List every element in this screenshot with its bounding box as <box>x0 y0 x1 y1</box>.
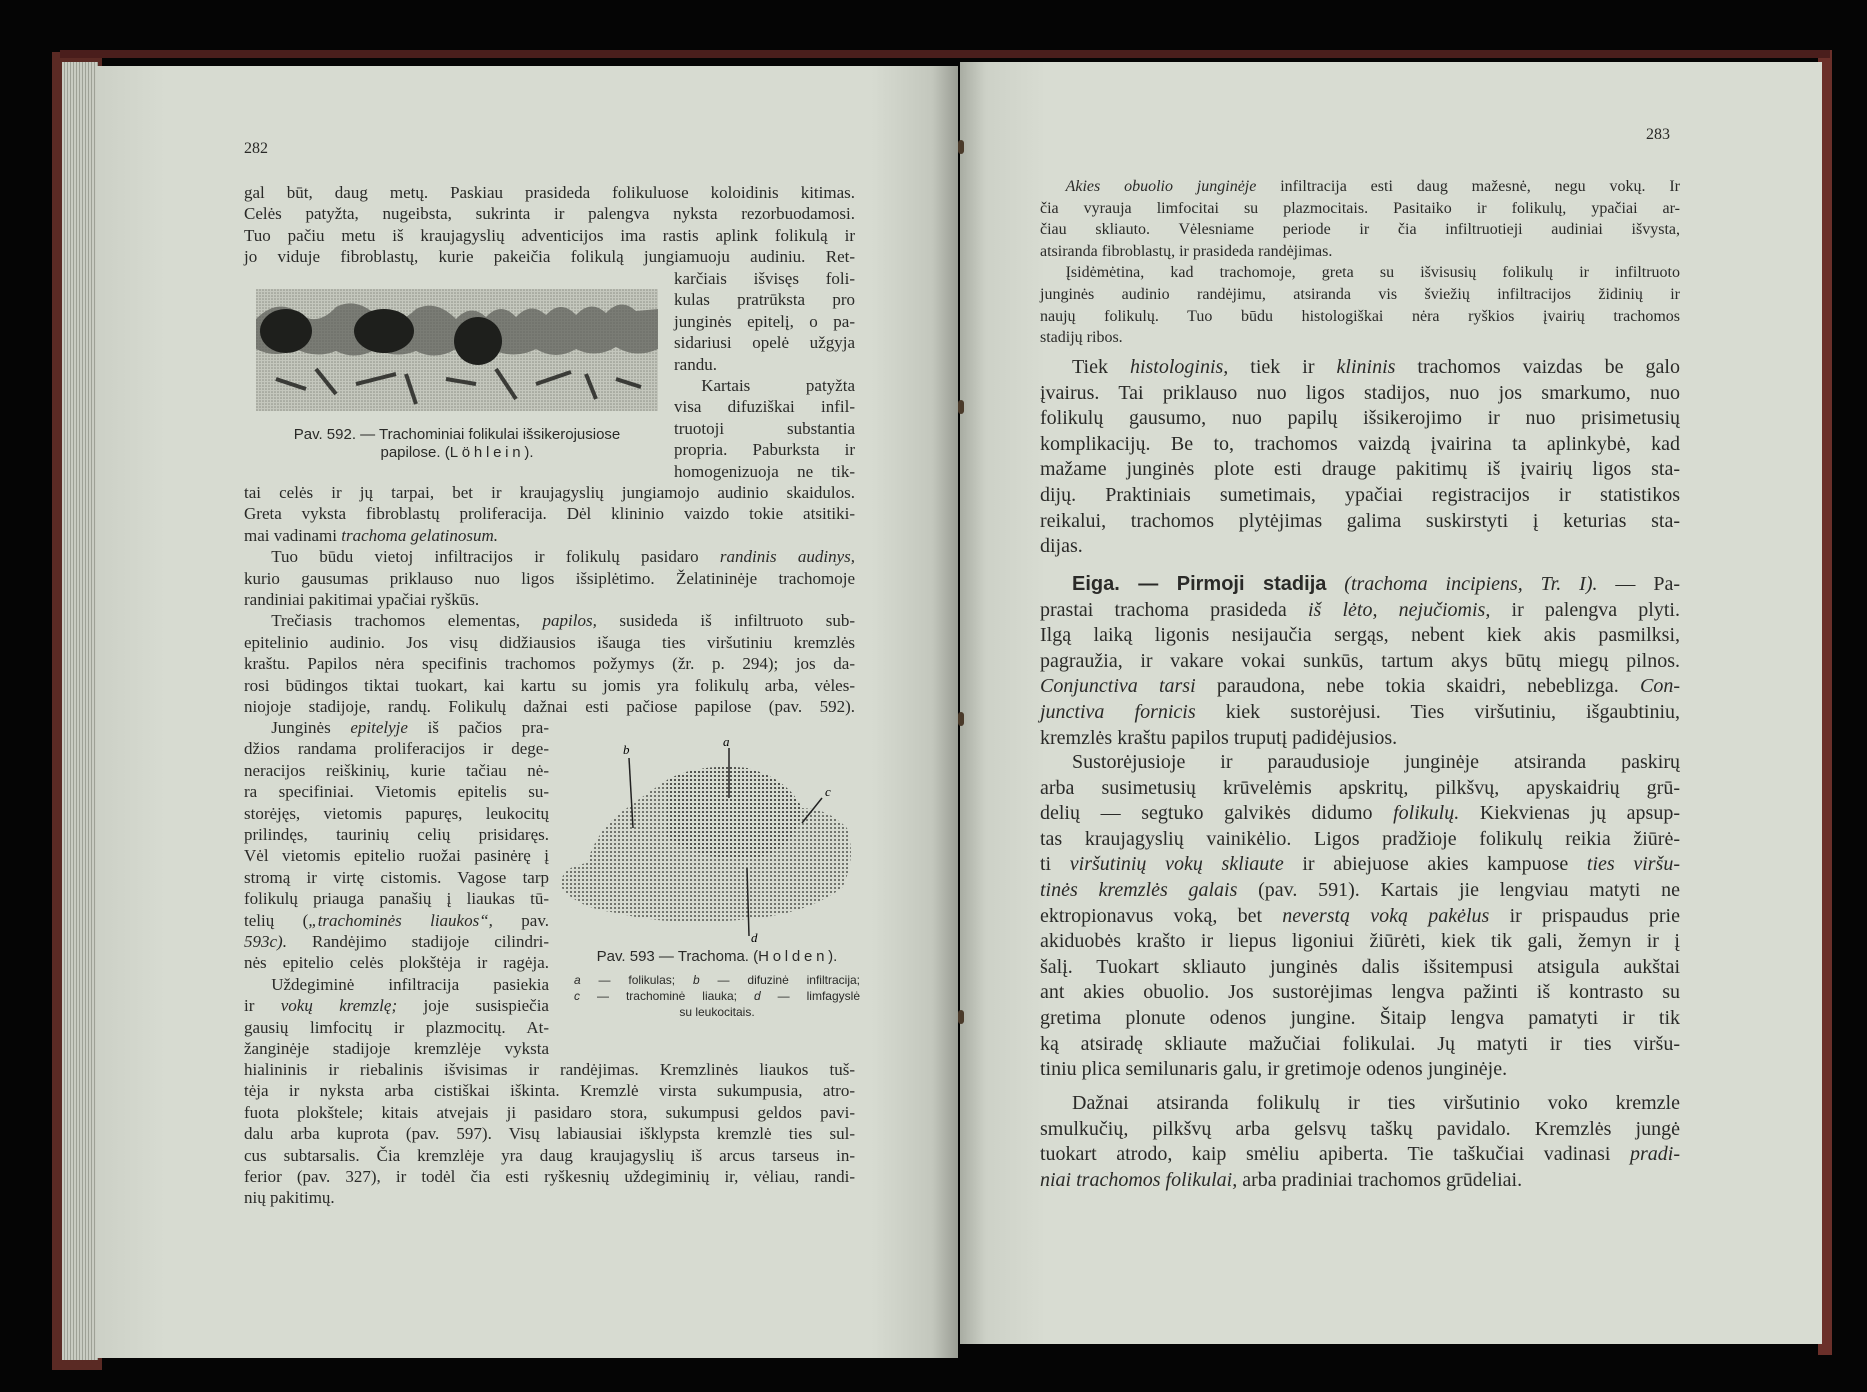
text-line <box>1040 457 1680 483</box>
text-line <box>244 182 855 203</box>
text-line <box>1040 904 1680 930</box>
text-line <box>674 461 855 482</box>
text-line <box>244 952 549 973</box>
text-run: Greta vyksta fibroblastų proliferacija. Dėl klininio vaizdo tokie atsitiki- <box>244 504 855 524</box>
label-d: d <box>751 930 758 943</box>
right-small-text <box>1040 176 1680 349</box>
text-line <box>244 888 549 909</box>
text-line <box>1040 432 1680 458</box>
text-line <box>674 311 855 332</box>
italic-text: epitelyje <box>350 718 408 737</box>
text-run: stadijų ribos. <box>1040 329 1123 347</box>
left-text-block-3 <box>244 482 855 717</box>
text-run: paraudona, nebe tokia skaidri, nebeblizga. <box>1195 675 1640 698</box>
binding-stitch <box>958 1010 964 1024</box>
text-run: ra specifiniai. Vietomis epitelis su- <box>244 782 549 802</box>
text-run: — limfagyslė <box>760 989 860 1003</box>
text-run: komplikacijų. Be to, trachomos vaizdą įvairina ta aplinkybė, kad <box>1040 432 1680 455</box>
page-number-right: 283 <box>1646 126 1670 143</box>
text-run: dijų. Praktiniais sumetimais, ypačiai registracijos ir statistikos <box>1040 483 1680 506</box>
text-run: folikulų gausumo, nuo papilų išsikerojimo ir nuo prisimetusių <box>1040 407 1680 430</box>
text-run: hialininis ir riebalinis išvisimas ir randėjimas. Kremzlinės liaukos tuš- <box>244 1060 855 1079</box>
text-run: joje susispiečia <box>397 996 549 1016</box>
text-run: — folikulas; <box>580 973 693 987</box>
text-line <box>1040 241 1680 263</box>
book-cover-top <box>60 50 1830 58</box>
italic-text: vokų kremzlę; <box>280 996 398 1016</box>
text-run: kurio gausumas priklauso nuo ligos išsiplėtimo. Želatininėje trachomoje <box>244 568 855 588</box>
text-run: homogenizuoja ne tik- <box>674 461 855 481</box>
text-line <box>674 268 855 289</box>
text-line <box>244 525 855 546</box>
text-line <box>674 289 855 310</box>
text-line <box>244 568 855 589</box>
left-text-block-4 <box>244 717 549 1060</box>
text-run: ti <box>1040 853 1070 876</box>
text-run: arba susimetusių krūvelėmis apskritų, pilkšvų, apyskaidrių grū- <box>1040 776 1680 799</box>
text-run: prilindęs, taurinių celių prisidaręs. <box>244 825 549 845</box>
text-run: folikulų priauga panašių į liaukas tū- <box>244 889 549 909</box>
right-paragraph-1 <box>1040 355 1680 560</box>
text-line <box>572 948 862 966</box>
italic-text: a <box>574 973 581 987</box>
text-line <box>1040 406 1680 432</box>
text-line <box>674 332 855 353</box>
text-line <box>244 696 855 717</box>
text-run: Celės patyžta, nugeibsta, sukrinta ir palengva nyksta rezorbuodamosi. <box>244 204 855 224</box>
text-line <box>1040 878 1680 904</box>
text-line <box>244 482 855 503</box>
text-run: pagraužia, ir vakare vokai sunkūs, tartum akys būtų miegų pilnos. <box>1040 649 1680 672</box>
text-line <box>1040 700 1680 726</box>
label-b: b <box>623 742 630 757</box>
text-run: kulas pratrūksta pro <box>674 290 855 310</box>
text-run: truotoji substantia <box>674 418 855 438</box>
text-run: jo viduje fibroblastų, kurie pakeičia folikulą jungiamuoju audiniu. Ret- <box>244 247 855 267</box>
text-line <box>1040 219 1680 241</box>
text-line <box>244 246 855 267</box>
text-run: arba pradiniai trachomos grūdeliai. <box>1237 1168 1523 1191</box>
italic-text: b <box>692 973 700 987</box>
text-run: tas kraujagyslių vainikėlio. Ligos pradžioje folikulų reikia žiūrė- <box>1040 827 1680 850</box>
text-line <box>1040 955 1680 981</box>
text-line <box>1040 1057 1680 1083</box>
text-run: pav. <box>492 910 549 930</box>
text-run: — Pa- <box>1597 573 1680 595</box>
italic-text: klininis <box>1336 356 1396 378</box>
text-line <box>244 225 855 246</box>
italic-text: histologinis, <box>1129 356 1229 378</box>
text-line <box>1040 327 1680 349</box>
italic-text: Conjunctiva tarsi <box>1040 675 1196 698</box>
text-run: papilose. ( <box>380 444 450 461</box>
italic-text: tinės kremzlės galais <box>1040 878 1238 901</box>
text-run: trachomos vaizdas be galo <box>1395 356 1680 378</box>
text-run: cus subtarsalis. Čia kremzlėje yra daug kraujagyslių iš arcus tarseus in- <box>244 1145 855 1165</box>
text-line <box>244 867 549 888</box>
text-run: delių — segtuko galvikės didumo <box>1040 802 1394 825</box>
italic-text: iš lėto, nejučiomis, <box>1307 598 1491 621</box>
text-line <box>244 931 549 952</box>
text-run: Trečiasis trachomos elementas, <box>271 611 543 631</box>
text-line <box>244 1102 855 1123</box>
text-line <box>244 203 855 224</box>
text-line <box>1040 674 1680 700</box>
text-line <box>244 803 549 824</box>
figure-593-legend <box>574 972 860 1020</box>
figure-592-caption <box>256 426 658 462</box>
right-paragraph-eiga <box>1040 572 1680 751</box>
text-run: su leukocitais. <box>679 1005 755 1019</box>
text-line <box>256 426 658 444</box>
page-stack-edge <box>62 62 98 1360</box>
text-line <box>244 760 549 781</box>
text-run: čia vyrauja limfocitai su plazmocitais. Pasitaiko ir folikulų, ypačiai ar- <box>1040 199 1680 217</box>
left-text-block-2 <box>674 268 855 482</box>
binding-stitch <box>958 712 964 726</box>
italic-text: neverstą voką pakėlus <box>1282 904 1490 927</box>
italic-text: „trachominės liaukos“, <box>308 910 493 930</box>
text-run: Junginės <box>271 718 351 737</box>
text-line <box>1040 176 1680 198</box>
text-run: gretima plonute odenos jungine. Šitaip lengva pamatyti ir tik <box>1040 1006 1680 1029</box>
left-text-block-5 <box>244 1059 855 1209</box>
italic-text: junctiva fornicis <box>1040 700 1196 723</box>
text-line <box>244 1166 855 1187</box>
text-line <box>1040 1168 1680 1194</box>
text-run: Tuo būdu vietoj infiltracijos ir folikulų pasidaro <box>271 547 720 567</box>
text-line <box>674 418 855 439</box>
text-run: nių pakitimų. <box>244 1188 335 1208</box>
text-run: tiek ir <box>1228 356 1337 378</box>
spaced-text: Holden <box>758 948 829 965</box>
text-run: smulkučių, pilkšvų arba gelsvų taškų pavidalo. Kremzlės jungė <box>1040 1117 1680 1140</box>
text-line <box>1040 534 1680 560</box>
text-line <box>244 610 855 631</box>
text-line <box>1040 572 1680 598</box>
italic-text: viršutinių vokų skliaute <box>1069 853 1284 876</box>
text-line <box>244 653 855 674</box>
text-run <box>1326 573 1344 595</box>
text-line <box>244 717 549 738</box>
text-line <box>1040 1032 1680 1058</box>
label-a: a <box>723 738 730 749</box>
label-c: c <box>825 784 831 799</box>
text-line <box>574 972 860 988</box>
text-line <box>244 910 549 931</box>
text-run: randu. <box>674 354 717 374</box>
text-run: — difuzinė infiltracija; <box>699 973 860 987</box>
text-run: mai vadinami <box>244 525 342 545</box>
text-line <box>1040 284 1680 306</box>
text-run: ir abiejuose akies kampuose <box>1283 853 1587 876</box>
italic-text: d <box>753 989 761 1003</box>
text-run: junginės audinio randėjimu, atsiranda vis šviežių infiltracijos židinių ir <box>1040 285 1680 303</box>
text-run: sidariusi opelė užgyja <box>674 333 855 353</box>
text-run: Tuo pačiu metu iš kraujagyslių adventicijos ima rastis aplink folikulą ir <box>244 225 855 245</box>
text-run: — trachominė liauka; <box>580 989 754 1003</box>
text-run: tai celės ir jų tarpai, bet ir kraujagyslių jungiamojo audinio skaidulos. <box>244 483 855 502</box>
text-run: ir <box>244 996 281 1016</box>
text-line <box>244 738 549 759</box>
figure-593-drawing <box>557 738 863 943</box>
text-line <box>1040 1142 1680 1168</box>
text-run: Vėl vietomis epitelio ruožai pasinėrę į <box>244 846 549 866</box>
text-line <box>244 675 855 696</box>
text-run: ką atsiradę skliaute mažučiai folikulai. Jų matyti ir ties viršu- <box>1040 1032 1680 1055</box>
text-run: (pav. 591). Kartais jie lengviau matyti ne <box>1237 878 1680 901</box>
text-line <box>244 503 855 524</box>
text-run: dalu arba kuprota (pav. 597). Visų labiausiai išklypsta kremzlė ties sul- <box>244 1124 855 1144</box>
text-run: visa difuziškai infil- <box>674 397 855 417</box>
text-line <box>1040 1117 1680 1143</box>
binding-stitch <box>958 140 964 154</box>
text-line <box>1040 649 1680 675</box>
text-run: stromą ir virtę cistomis. Vagose tarp <box>244 867 549 887</box>
text-run: Uždegiminė infiltracija pasiekia <box>271 974 549 994</box>
text-run: tėja ir nyksta arba cistiškai iškinta. Kremzlė virsta sukumpusia, atro- <box>244 1081 855 1101</box>
text-line <box>574 988 860 1004</box>
italic-text: Akies obuolio junginėje <box>1065 178 1257 195</box>
italic-text: pradi- <box>1630 1143 1680 1166</box>
text-line <box>244 632 855 653</box>
text-run: karčiais išvisęs foli- <box>674 269 855 288</box>
text-line <box>244 1038 549 1059</box>
text-run: tuokart atrodo, kaip smėliu apiberta. Tie taškučiai vadinasi <box>1040 1143 1630 1166</box>
text-run: kiek sustorėjusi. Ties viršutiniu, išgaubtiniu, <box>1195 700 1680 723</box>
text-line <box>1040 198 1680 220</box>
italic-text: c <box>574 989 580 1003</box>
text-run: ). <box>828 948 838 965</box>
italic-text: (trachoma incipiens, Tr. I). <box>1344 573 1598 595</box>
text-run: ektropionavus voką, bet <box>1040 904 1283 927</box>
text-line <box>574 1004 860 1020</box>
text-line <box>244 589 855 610</box>
text-run: atsiranda fibroblastų, ir prasideda randėjimas. <box>1040 242 1333 260</box>
text-line <box>1040 509 1680 535</box>
text-line <box>1040 827 1680 853</box>
text-run: prastai trachoma prasideda <box>1040 598 1308 621</box>
text-run: čiau skliauto. Vėlesniame periode ir čia infiltruotieji audiniai išvysta, <box>1040 221 1680 239</box>
page-number-left: 282 <box>244 140 268 157</box>
text-run: ir palengva plyti. <box>1490 598 1680 621</box>
text-line <box>256 444 658 462</box>
text-line <box>1040 1006 1680 1032</box>
text-run: Dažnai atsiranda folikulų ir ties viršutinio voko kremzle <box>1072 1092 1680 1114</box>
text-line <box>244 1017 549 1038</box>
text-line <box>1040 355 1680 381</box>
text-run: mažame junginės plote esti drauge pakitimų iš įvairių ligos sta- <box>1040 458 1680 481</box>
text-run: Tiek <box>1072 356 1130 378</box>
italic-text: folikulų. <box>1393 802 1460 825</box>
spaced-text: Löhlein <box>449 444 525 461</box>
text-line <box>1040 1091 1680 1117</box>
italic-text: trachoma gelatinosum. <box>341 525 499 545</box>
text-run: Kartais patyžta <box>701 376 855 396</box>
text-run: Ilgą laiką ligonis nesijaučia sergąs, nebent kiek akis pasmilksi, <box>1040 624 1680 647</box>
text-run: reikalui, trachomos plytėjimas galima suskirstyti į keturias sta- <box>1040 509 1680 532</box>
text-line <box>674 396 855 417</box>
text-run: ant akies obuolio. Jos sustorėjimas lengva pažinti iš kontrasto su <box>1040 981 1680 1004</box>
text-line <box>1040 929 1680 955</box>
text-run: propria. Paburksta ir <box>674 440 855 460</box>
text-line <box>244 845 549 866</box>
text-run: kremzlės kraštu papilos truputį padidėjusios. <box>1040 726 1398 749</box>
text-run: fuota plokštele; kitais atvejais ji pasidaro stora, sukumpusi geldos pavi- <box>244 1102 855 1122</box>
text-line <box>1040 852 1680 878</box>
text-run: Pav. 593 — Trachoma. ( <box>596 948 759 965</box>
text-run: Kiekvienas jų apsup- <box>1459 802 1680 825</box>
text-run: kraštu. Papilos nėra specifinis trachomos požymys (žr. p. 294); jos da- <box>244 654 855 674</box>
text-run: gausių limfocitų ir plazmocitų. At- <box>244 1017 549 1037</box>
text-line <box>244 824 549 845</box>
text-run: Randėjimo stadijoje cilindri- <box>286 932 549 952</box>
text-run: gal būt, daug metų. Paskiau prasideda folikuluose koloidinis kitimas. <box>244 183 855 202</box>
text-line <box>244 781 549 802</box>
text-line <box>244 974 549 995</box>
text-line <box>244 546 855 567</box>
text-line <box>244 1080 855 1101</box>
text-run: niojoje stadijoje, randų. Folikulų dažnai esti pačiose papilose (pav. 592). <box>244 697 855 717</box>
text-run: susideda iš infiltruoto sub- <box>596 611 855 631</box>
text-run: ir prispaudus prie <box>1489 904 1680 927</box>
right-paragraph-4 <box>1040 1091 1680 1193</box>
italic-text: ties viršu- <box>1586 853 1680 876</box>
italic-text: 593c). <box>244 932 287 952</box>
text-line <box>244 1059 855 1080</box>
text-run: akiduobės krašto ir liepus ligoniui žiūrėti, kiek tik gali, žemyn ir į <box>1040 930 1680 953</box>
figure-592-micrograph <box>256 289 658 411</box>
text-line <box>674 439 855 460</box>
text-run: Sustorėjusioje ir paraudusioje junginėje atsiranda paskirų <box>1072 751 1680 773</box>
text-line <box>1040 483 1680 509</box>
text-line <box>1040 262 1680 284</box>
text-run: infiltracija esti daug mažesnė, negu vokų. Ir <box>1256 178 1681 195</box>
text-run: nės epitelio celės plokštėja ir ragėja. <box>244 953 549 973</box>
text-line <box>674 375 855 396</box>
text-run: epitelinio audinio. Jos visų didžiausios išauga ties viršutiniu kremzlės <box>244 632 855 652</box>
text-run: ferior (pav. 327), ir todėl čia esti ryškesnių uždegiminių ir, vėliau, randi- <box>244 1167 855 1187</box>
text-line <box>1040 598 1680 624</box>
text-run: džios randama proliferacijos ir dege- <box>244 739 549 759</box>
right-paragraph-3 <box>1040 750 1680 1083</box>
text-run: telių ( <box>244 910 309 930</box>
italic-text: papilos, <box>542 611 597 631</box>
italic-text: niai trachomos folikulai, <box>1040 1168 1238 1191</box>
text-run: neracijos reiškinių, kurie tačiau nė- <box>244 760 549 780</box>
text-line <box>244 1187 855 1208</box>
text-line <box>244 1145 855 1166</box>
text-line <box>1040 726 1680 752</box>
text-run: naujų folikulų. Tuo būdu histologiškai nėra ryškios įvairių trachomos <box>1040 307 1680 325</box>
text-run: šalį. Tuokart skliauto junginės dalis išsitempusi atsigula aukštai <box>1040 955 1680 978</box>
text-line <box>244 1123 855 1144</box>
text-line <box>1040 623 1680 649</box>
text-run: tiniu plica semilunaris galu, ir gretimoje odenos junginėje. <box>1040 1058 1508 1081</box>
text-run: dijas. <box>1040 535 1083 558</box>
binding-stitch <box>958 400 964 414</box>
text-line <box>1040 750 1680 776</box>
italic-text: randinis audinys, <box>719 547 855 567</box>
text-run: ). <box>524 444 534 461</box>
text-line <box>1040 801 1680 827</box>
text-line <box>1040 980 1680 1006</box>
text-run: rosi būdingos tiktai tuokart, kai kartu su jomis yra folikulų arba, vėles- <box>244 675 855 695</box>
text-run: įvairus. Tai priklauso nuo ligos stadijos, nuo jos smarkumo, nuo <box>1040 381 1680 404</box>
left-text-block-1 <box>244 182 855 268</box>
text-run: žanginėje stadijoje kremzlėje vyksta <box>244 1039 549 1059</box>
text-run: Pav. 592. — Trachominiai folikulai išsikerojusiose <box>293 426 621 443</box>
bold-heading: Eiga. — Pirmoji stadija <box>1072 573 1327 595</box>
text-run: Įsidėmėtina, kad trachomoje, greta su išvisusių folikulų ir infiltruoto <box>1065 264 1680 282</box>
text-line <box>1040 381 1680 407</box>
text-line <box>674 354 855 375</box>
text-run: storėjęs, vietomis papuręs, leukocitų <box>244 803 549 823</box>
text-line <box>1040 306 1680 328</box>
text-line <box>1040 776 1680 802</box>
text-run: iš pačios pra- <box>407 718 550 737</box>
figure-593-caption <box>572 948 862 966</box>
text-run: junginės epitelį, o pa- <box>674 311 855 331</box>
text-line <box>244 995 549 1016</box>
italic-text: Con- <box>1640 675 1680 698</box>
text-run: randiniai pakitimai ypačiai ryškūs. <box>244 590 480 610</box>
